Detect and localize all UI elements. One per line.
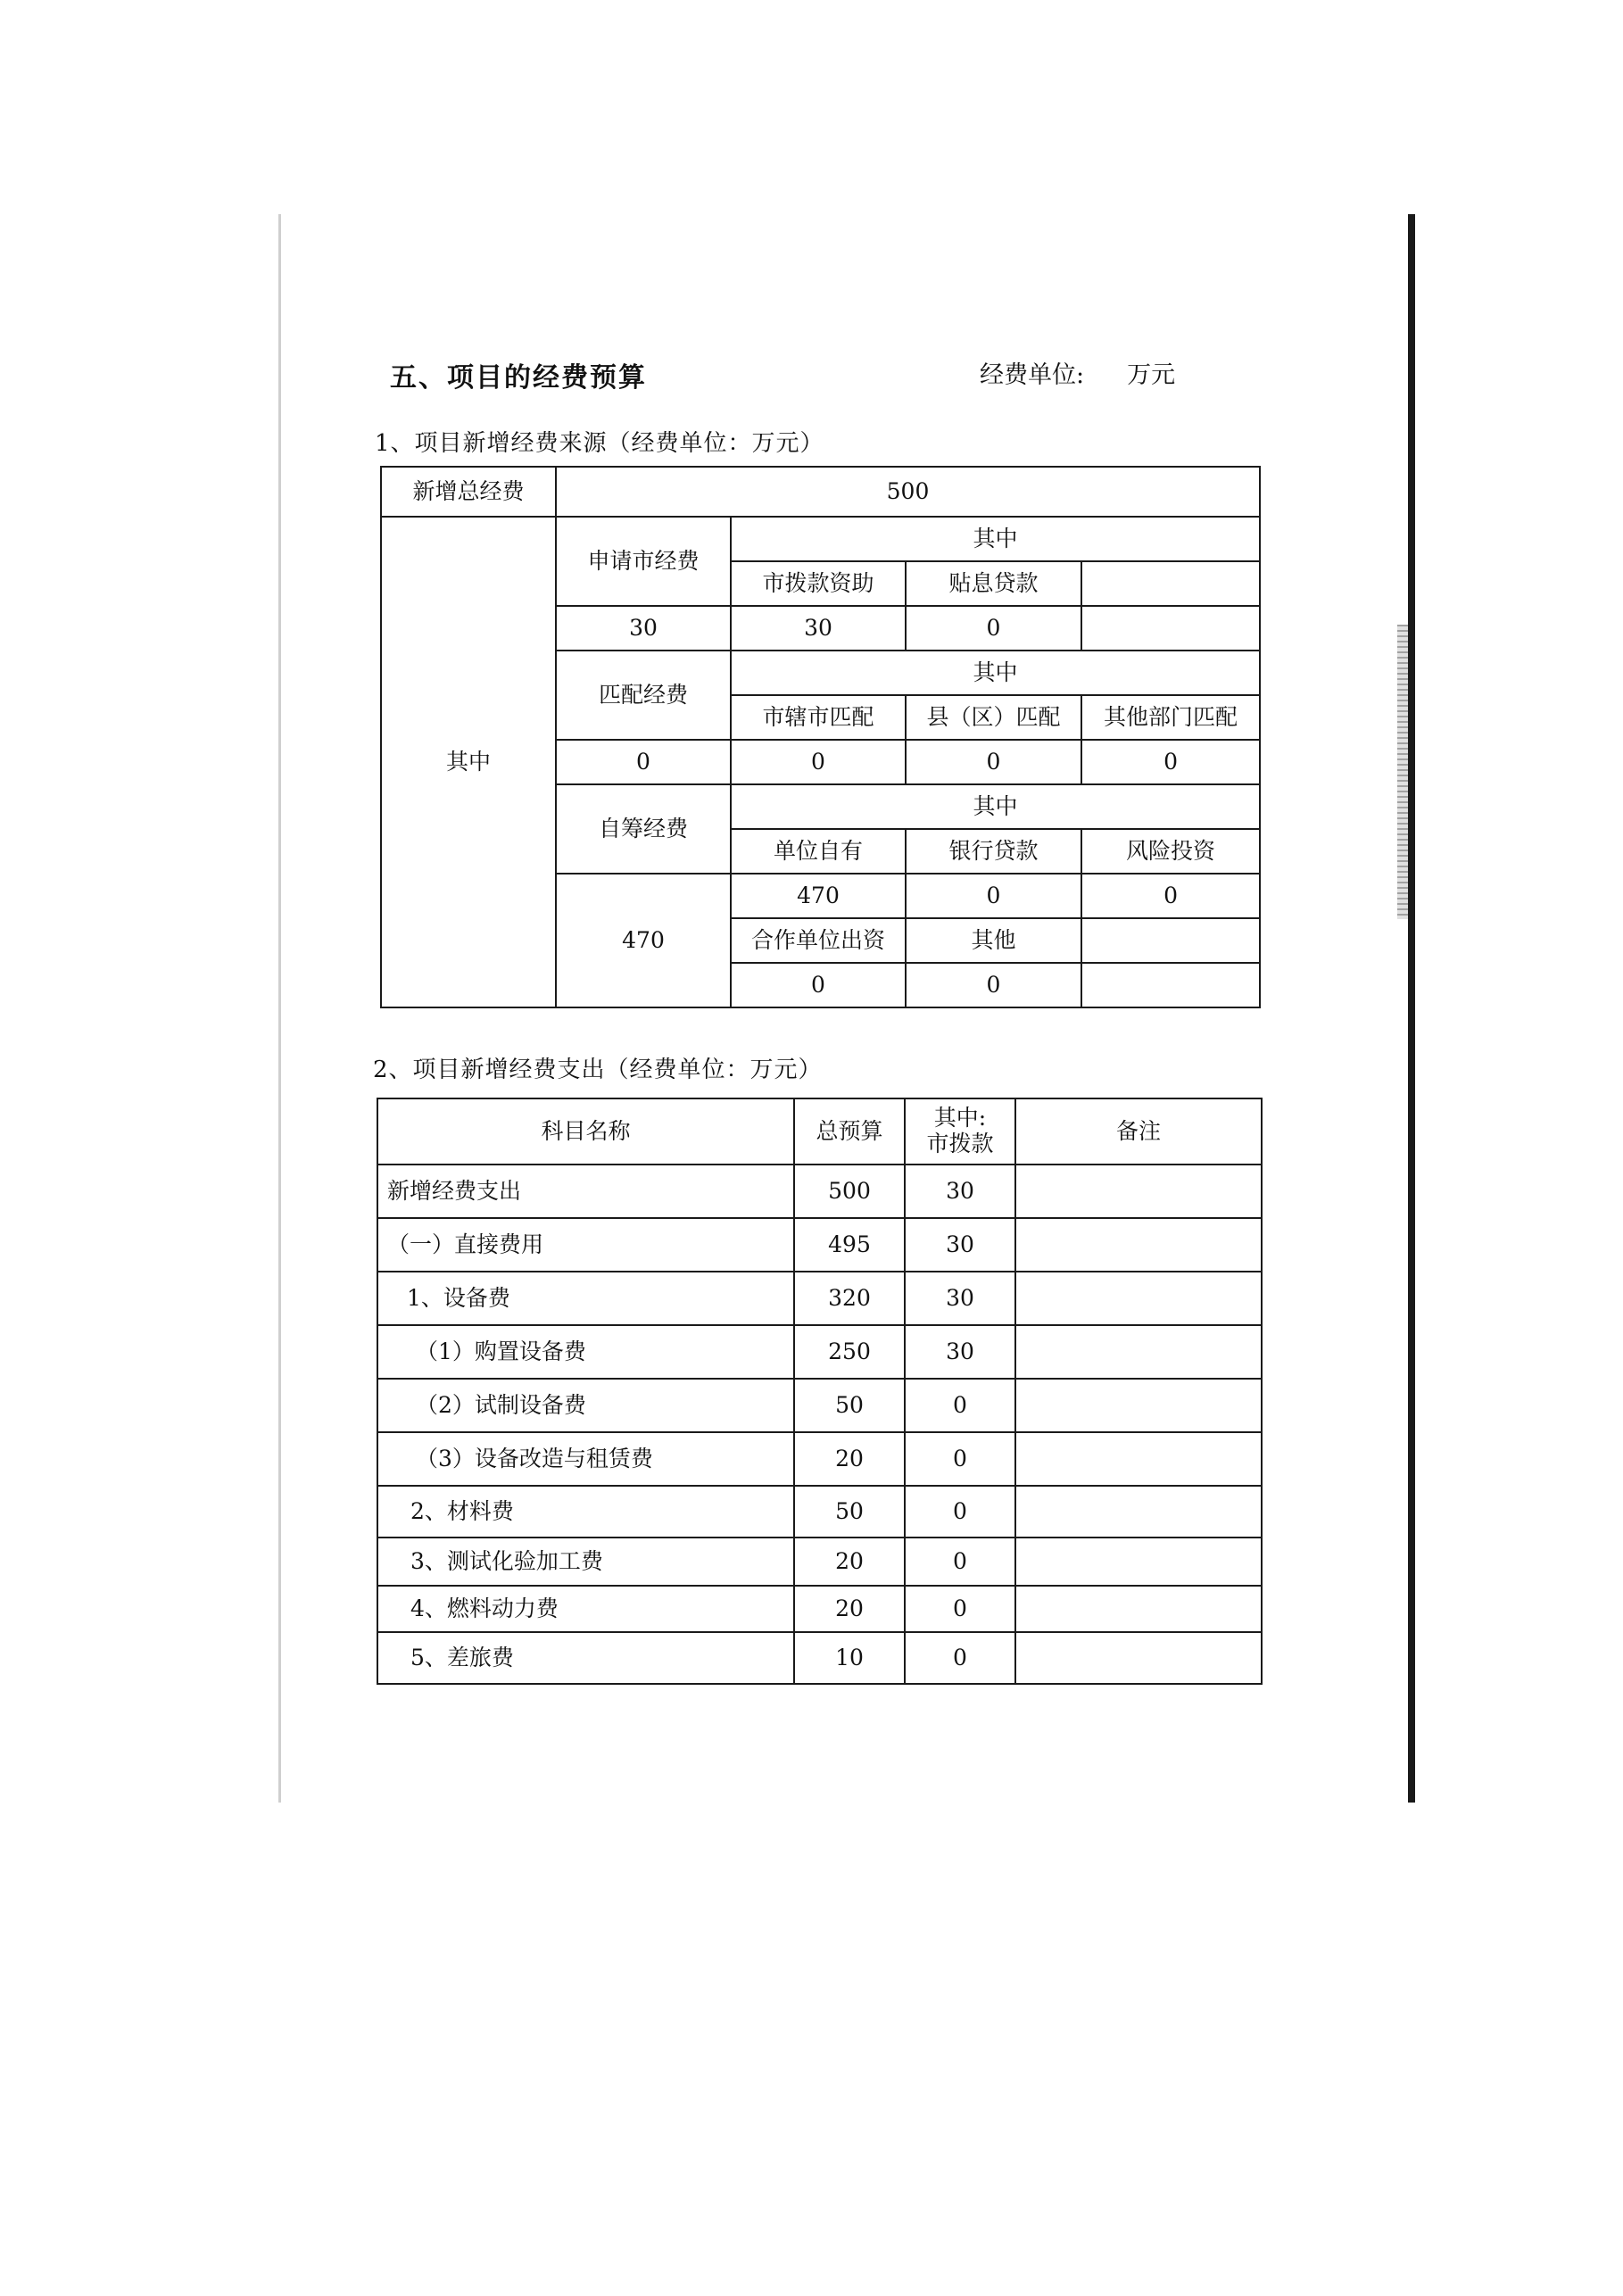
self-col-own: 单位自有 [731,829,906,874]
section-title: 五、项目的经费预算 [390,362,647,394]
unit-label: 经费单位: [980,361,1085,389]
city-funding-label: 申请市经费 [556,517,731,606]
table-row [377,1538,1262,1586]
self-col-venture: 风险投资 [1081,829,1260,874]
self-col-other: 其他 [906,918,1081,963]
self-partner-value: 0 [731,963,906,1007]
row-note [1015,1218,1262,1272]
row-name: 新增经费支出 [377,1165,794,1218]
row-city: 30 [905,1165,1015,1218]
city-grant-value: 30 [731,606,906,651]
row-city: 30 [905,1218,1015,1272]
row-city: 0 [905,1379,1015,1432]
city-col-blank [1081,561,1260,606]
self-bank-loan-value: 0 [906,874,1081,918]
city-funding-total: 30 [556,606,731,651]
funding-source-table [380,466,1261,1008]
scan-right-edge [1408,214,1415,1803]
row-total: 20 [794,1432,905,1486]
table-row [377,1218,1262,1272]
source-heading: 1、项目新增经费来源（经费单位：万元） [375,430,824,457]
row-total: 20 [794,1586,905,1632]
table-row [377,1379,1262,1432]
row-total: 500 [794,1165,905,1218]
row-name: 3、测试化验加工费 [377,1538,794,1586]
table-row [377,1486,1262,1538]
city-col-loan-interest: 贴息贷款 [906,561,1081,606]
row-name: （一）直接费用 [377,1218,794,1272]
row-name: 4、燃料动力费 [377,1586,794,1632]
col-header-subject: 科目名称 [377,1098,794,1165]
row-note [1015,1325,1262,1379]
row-total: 495 [794,1218,905,1272]
col-header-city-line1: 其中: [933,1105,987,1131]
row-total: 320 [794,1272,905,1325]
col-header-city-grant [905,1098,1015,1165]
matching-other-dept-value: 0 [1081,740,1260,784]
table-row [377,1632,1262,1684]
row-city: 0 [905,1432,1015,1486]
unit-note [980,355,1175,390]
row-note [1015,1486,1262,1538]
self-col-blank [1081,918,1260,963]
row-total: 20 [794,1538,905,1586]
row-note [1015,1379,1262,1432]
matching-funding-total: 0 [556,740,731,784]
self-own-value: 470 [731,874,906,918]
self-other-value: 0 [906,963,1081,1007]
self-venture-value: 0 [1081,874,1260,918]
row-note [1015,1586,1262,1632]
self-funding-total: 470 [556,874,731,1007]
city-sub-header: 其中 [731,517,1260,561]
self-blank-value [1081,963,1260,1007]
expense-heading: 2、项目新增经费支出（经费单位：万元） [373,1057,823,1083]
matching-sub-header: 其中 [731,651,1260,695]
row-name: （3）设备改造与租赁费 [377,1432,794,1486]
self-col-partner: 合作单位出资 [731,918,906,963]
scan-left-edge [278,214,281,1803]
row-note [1015,1432,1262,1486]
of-which-label: 其中 [381,517,556,1007]
self-col-bank-loan: 银行贷款 [906,829,1081,874]
row-city: 30 [905,1272,1015,1325]
row-note [1015,1165,1262,1218]
total-funding-value: 500 [556,467,1260,517]
matching-col-county: 县（区）匹配 [906,695,1081,740]
row-total: 50 [794,1379,905,1432]
row-total: 10 [794,1632,905,1684]
total-funding-label: 新增总经费 [381,467,556,517]
table-row [377,1586,1262,1632]
row-total: 250 [794,1325,905,1379]
matching-col-other-dept: 其他部门匹配 [1081,695,1260,740]
col-header-total: 总预算 [794,1098,905,1165]
col-header-city-line2: 市拨款 [926,1131,994,1156]
matching-col-city: 市辖市匹配 [731,695,906,740]
row-name: （1）购置设备费 [377,1325,794,1379]
matching-city-value: 0 [731,740,906,784]
row-note [1015,1538,1262,1586]
table-row [377,1432,1262,1486]
table-row [377,1325,1262,1379]
row-total: 50 [794,1486,905,1538]
table-row [377,1272,1262,1325]
row-note [1015,1272,1262,1325]
self-sub-header: 其中 [731,784,1260,829]
row-name: （2）试制设备费 [377,1379,794,1432]
city-col-grant: 市拨款资助 [731,561,906,606]
city-blank-value [1081,606,1260,651]
row-city: 0 [905,1586,1015,1632]
row-name: 1、设备费 [377,1272,794,1325]
row-note [1015,1632,1262,1684]
row-name: 2、材料费 [377,1486,794,1538]
unit-value: 万元 [1127,361,1176,389]
row-city: 0 [905,1632,1015,1684]
matching-funding-label: 匹配经费 [556,651,731,740]
expense-table [377,1098,1263,1685]
self-funding-label: 自筹经费 [556,784,731,874]
col-header-note: 备注 [1015,1098,1262,1165]
row-name: 5、差旅费 [377,1632,794,1684]
row-city: 30 [905,1325,1015,1379]
row-city: 0 [905,1486,1015,1538]
table-row [377,1165,1262,1218]
row-city: 0 [905,1538,1015,1586]
matching-county-value: 0 [906,740,1081,784]
city-loan-interest-value: 0 [906,606,1081,651]
